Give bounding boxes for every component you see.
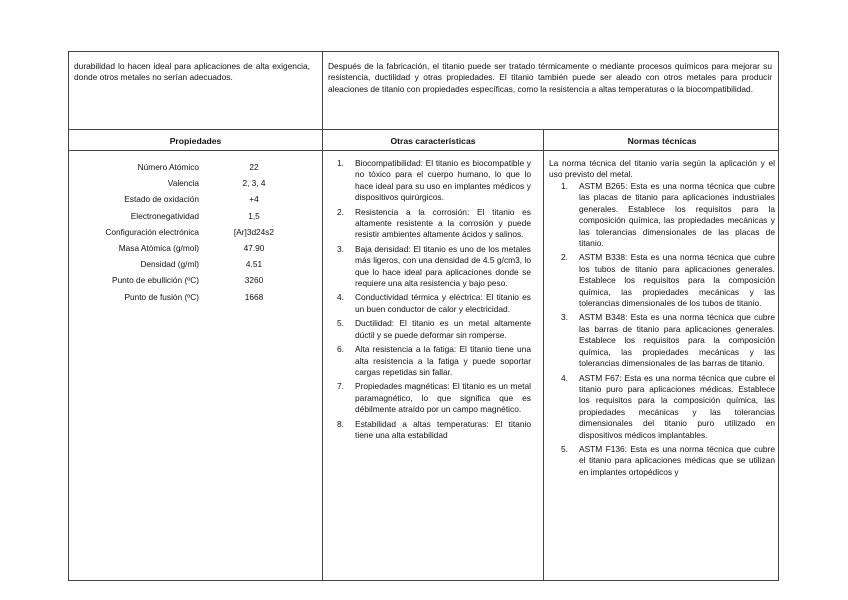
list-item bbox=[335, 244, 531, 290]
property-row bbox=[75, 243, 325, 259]
list-text: ASTM B348: Esta es una norma técnica que cubre las barras de titanio para aplicaciones generales. Establece los requisitos para la composición química, las propiedades mecánicas y las tolerancias dimensionales de las barras de titanio. bbox=[579, 312, 775, 369]
list-number: 1. bbox=[337, 158, 344, 168]
list-number: 4. bbox=[561, 372, 568, 383]
list-text: Biocompatibilidad: El titanio es biocompatible y no tóxico para el cuerpo humano, lo que lo hace ideal para su uso en implantes médicos y dispositivos quirúrgicos. bbox=[355, 158, 531, 203]
list-item bbox=[559, 373, 775, 441]
divider-vertical-right bbox=[543, 129, 544, 581]
list-text: ASTM F67: Esta es una norma técnica que cubre el titanio puro para aplicaciones médicas. Establece los requisitos para la composición química, las propiedades mecánicas y las tolerancias dimensionales del titanio puro utilizado en dispositivos médicos implantables. bbox=[579, 372, 775, 440]
list-text: Resistencia a la corrosión: El titanio es altamente resistente a la corrosión y puede resistir ambientes altamente ácidos y salinos. bbox=[355, 206, 531, 240]
list-number: 8. bbox=[337, 418, 344, 429]
list-number: 3. bbox=[561, 312, 568, 323]
property-value: 1668 bbox=[244, 291, 264, 302]
list-item bbox=[335, 207, 531, 241]
property-row bbox=[75, 227, 325, 243]
divider-horizontal-header bbox=[69, 150, 779, 151]
list-item bbox=[559, 312, 775, 369]
list-number: 2. bbox=[561, 252, 568, 263]
list-text: ASTM F136: Esta es una norma técnica que cubre el titanio para aplicaciones médicas que se utilizan en implantes ortopédicos y bbox=[579, 443, 775, 477]
table-frame bbox=[68, 51, 779, 581]
property-value: +4 bbox=[249, 194, 259, 205]
property-value: 47.90 bbox=[243, 242, 265, 253]
list-item bbox=[559, 444, 775, 478]
list-number: 5. bbox=[337, 318, 344, 329]
top-right-paragraph: Después de la fabricación, el titanio puede ser tratado térmicamente o mediante procesos químicos para mejorar su resistencia, ductilidad y otras propiedades. El titanio también puede ser aleado con otros metales para producir aleaciones de titanio con propiedades específicas, como la resistencia a altas temperaturas o la biocompatibilidad. bbox=[328, 61, 772, 94]
property-value: 2, 3, 4 bbox=[242, 178, 266, 189]
property-row bbox=[75, 259, 325, 275]
property-label: Densidad (g/ml) bbox=[140, 259, 199, 270]
list-number: 6. bbox=[337, 344, 344, 355]
property-label: Configuración electrónica bbox=[105, 226, 199, 237]
list-text: Alta resistencia a la fatiga: El titanio tiene una alta resistencia a la fatiga y puede soportar cargas repetidas sin fallar. bbox=[355, 344, 531, 377]
properties-list bbox=[75, 162, 325, 308]
property-value: 4.51 bbox=[245, 259, 263, 270]
header-propiedades: Propiedades bbox=[169, 136, 222, 146]
property-label: Punto de fusión (ºC) bbox=[124, 291, 199, 302]
list-number: 7. bbox=[337, 381, 344, 392]
list-item bbox=[335, 318, 531, 341]
list-item bbox=[335, 158, 531, 204]
standards-intro: La norma técnica del titanio varía según la aplicación y el uso previsto del metal. bbox=[549, 158, 775, 180]
top-left-paragraph: durabilidad lo hacen ideal para aplicaciones de alta exigencia, donde otros metales no serían adecuados. bbox=[74, 61, 310, 83]
property-row bbox=[75, 211, 325, 227]
list-text: Conductividad térmica y eléctrica: El titanio es un buen conductor de calor y electricidad. bbox=[355, 292, 531, 314]
list-text: ASTM B338: Esta es una norma técnica que cubre los tubos de titanio para aplicaciones generales. Establece los requisitos para la composición química, las propiedades mecánicas y las tolerancias dimensionales de los tubos de titanio. bbox=[579, 252, 775, 309]
list-item bbox=[335, 381, 531, 415]
technical-standards-list bbox=[559, 181, 775, 481]
list-number: 2. bbox=[337, 206, 344, 217]
list-number: 5. bbox=[561, 443, 568, 454]
property-row bbox=[75, 275, 325, 291]
property-value: 22 bbox=[249, 162, 259, 172]
list-text: Propiedades magnéticas: El titanio es un metal paramagnético, lo que significa que es débilmente atraído por un campo magnético. bbox=[355, 381, 531, 415]
divider-horizontal-top bbox=[69, 129, 779, 130]
property-label: Masa Atómica (g/mol) bbox=[118, 242, 199, 253]
other-characteristics-list bbox=[335, 158, 531, 444]
list-item bbox=[559, 252, 775, 309]
property-row bbox=[75, 194, 325, 210]
property-label: Electronegatividad bbox=[130, 210, 199, 221]
list-item bbox=[335, 419, 531, 442]
header-normas-tecnicas: Normas técnicas bbox=[627, 136, 697, 146]
list-number: 1. bbox=[561, 181, 568, 191]
list-text: Baja densidad: El titanio es uno de los metales más ligeros, con una densidad de 4.5 g/cm3, lo que lo hace ideal para aplicaciones donde se requiere una alta resistencia y bajo peso. bbox=[355, 243, 531, 289]
divider-vertical-top bbox=[322, 52, 323, 129]
header-otras-caracteristicas: Otras características bbox=[390, 136, 476, 146]
property-value: 3260 bbox=[244, 275, 264, 286]
list-number: 3. bbox=[337, 243, 344, 254]
list-number: 4. bbox=[337, 292, 344, 303]
property-value: [Ar]3d24s2 bbox=[233, 226, 275, 237]
list-item bbox=[335, 292, 531, 315]
list-item bbox=[559, 181, 775, 249]
property-label: Valencia bbox=[167, 178, 199, 189]
property-row bbox=[75, 292, 325, 308]
property-label: Punto de ebullición (ºC) bbox=[112, 275, 199, 286]
list-item bbox=[335, 344, 531, 378]
property-row bbox=[75, 178, 325, 194]
list-text: Ductilidad: El titanio es un metal altamente dúctil y se puede deformar sin romperse. bbox=[355, 318, 531, 340]
property-label: Estado de oxidación bbox=[124, 194, 199, 205]
list-text: Estabilidad a altas temperaturas: El titanio tiene una alta estabilidad bbox=[355, 418, 531, 440]
property-label: Número Atómico bbox=[137, 162, 199, 172]
property-value: 1,5 bbox=[248, 210, 260, 221]
list-text: ASTM B265: Esta es una norma técnica que cubre las placas de titanio para aplicaciones industriales generales. Establece los requisitos para la composición química, las propiedades mecánicas y las tolerancias dimensionales de las placas de titanio. bbox=[579, 181, 775, 249]
property-row bbox=[75, 162, 325, 178]
